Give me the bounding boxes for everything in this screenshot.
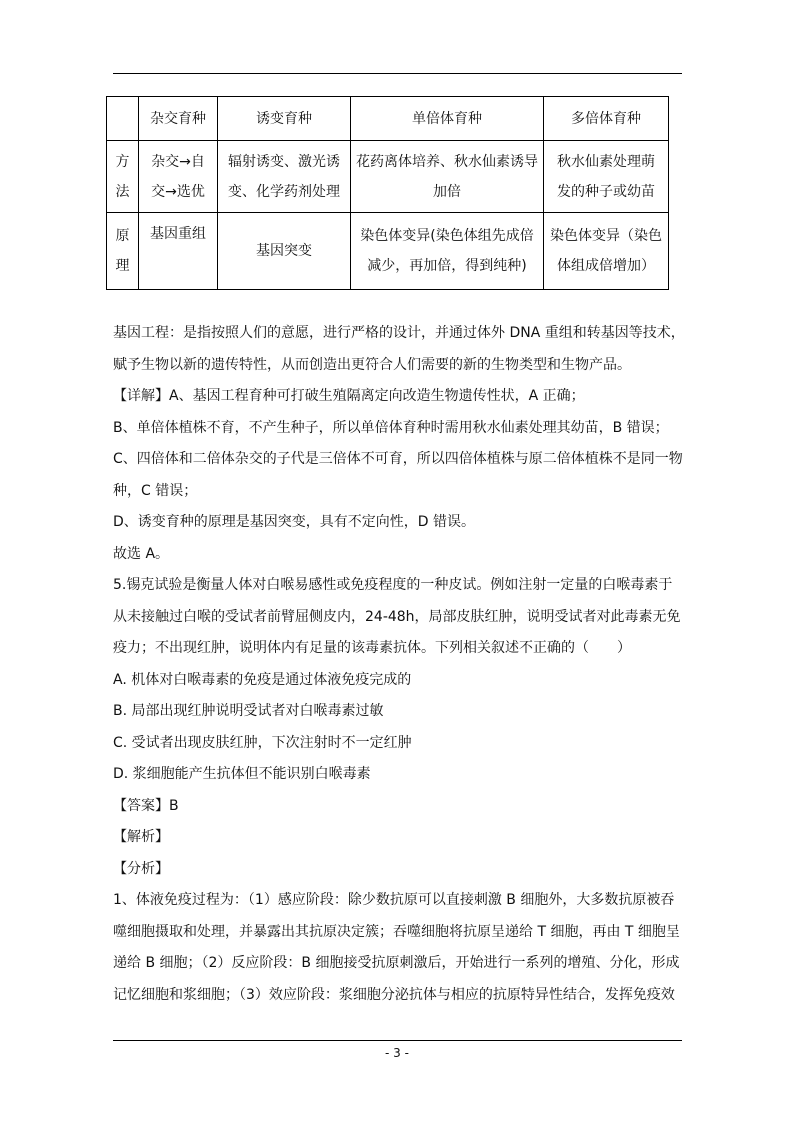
option-b: B. 局部出现红肿说明受试者对白喉毒素过敏 [113, 703, 384, 719]
text-line: 种，C 错误； [113, 482, 198, 499]
text-line: 1、体液免疫过程为：（1）感应阶段：除少数抗原可以直接刺激 B 细胞外，大多数抗原被吞 [113, 892, 675, 908]
table-cell: 染色体变异（染色 体组成倍增加） [544, 213, 669, 290]
table-cell: 秋水仙素处理萌 发的种子或幼苗 [544, 141, 669, 213]
text-line: 【详解】A、基因工程育种可打破生殖隔离定向改造生物遗传性状，A 正确； [113, 388, 585, 404]
table-row-method [107, 141, 669, 213]
row-label-principle: 原 理 [107, 213, 139, 290]
table-corner-cell [107, 97, 139, 141]
option-c: C. 受试者出现皮肤红肿，下次注射时不一定红肿 [113, 734, 412, 751]
text-line: 记忆细胞和浆细胞；（3）效应阶段：浆细胞分泌抗体与相应的抗原特异性结合，发挥免疫效 [113, 986, 675, 1003]
breeding-comparison-table [106, 96, 669, 290]
table-cell: 杂交→自 交→选优 [139, 141, 218, 213]
header-mutation-breeding: 诱变育种 [218, 97, 351, 141]
option-d: D. 浆细胞能产生抗体但不能识别白喉毒素 [113, 766, 371, 782]
text-line: 基因工程：是指按照人们的意愿，进行严格的设计，并通过体外 DNA 重组和转基因等技术， [113, 325, 685, 341]
text-line: D、诱变育种的原理是基因突变，具有不定向性，D 错误。 [113, 514, 476, 530]
text-line: B、单倍体植株不育，不产生种子，所以单倍体育种时需用秋水仙素处理其幼苗，B 错误； [113, 419, 669, 436]
option-a: A. 机体对白喉毒素的免疫是通过体液免疫完成的 [113, 671, 412, 688]
answer-line: 【答案】B [113, 797, 179, 814]
question-stem-line: 5.锡克试验是衡量人体对白喉易感性或免疫程度的一种皮试。例如注射一定量的白喉毒素于 [113, 577, 673, 593]
table-header-row [107, 97, 669, 141]
table-cell: 基因重组 [139, 213, 218, 290]
analysis-subheading: 【分析】 [113, 860, 169, 877]
question-stem-line: 从未接触过白喉的受试者前臂屈侧皮内，24-48h，局部皮肤红肿，说明受试者对此毒素无免 [113, 608, 681, 625]
header-cross-breeding: 杂交育种 [139, 97, 218, 141]
header-haploid-breeding: 单倍体育种 [351, 97, 544, 141]
table-cell: 辐射诱变、激光诱 变、化学药剂处理 [218, 141, 351, 213]
table-cell: 基因突变 [218, 213, 351, 290]
question-stem-line: 疫力；不出现红肿，说明体内有足量的该毒素抗体。下列相关叙述不正确的（ ） [113, 640, 631, 656]
table-cell: 染色体变异(染色体组先成倍 减少，再加倍，得到纯种) [351, 213, 544, 290]
analysis-heading: 【解析】 [113, 829, 169, 845]
text-line: 赋予生物以新的遗传特性，从而创造出更符合人们需要的新的生物类型和生物产品。 [113, 356, 631, 373]
page-number: - 3 - [385, 1046, 409, 1060]
text-line: 递给 B 细胞；（2）反应阶段：B 细胞接受抗原刺激后，开始进行一系列的增殖、分化，形成 [113, 955, 680, 971]
text-line: C、四倍体和二倍体杂交的子代是三倍体不可育，所以四倍体植株与原二倍体植株不是同一物 [113, 451, 683, 467]
header-rule [113, 73, 682, 74]
footer-rule [113, 1040, 682, 1041]
text-line: 噬细胞摄取和处理，并暴露出其抗原决定簇；吞噬细胞将抗原呈递给 T 细胞，再由 T 细胞呈 [113, 923, 680, 940]
text-line: 故选 A。 [113, 545, 170, 562]
row-label-method: 方 法 [107, 141, 139, 213]
table-row-principle [107, 213, 669, 290]
body-text [113, 318, 685, 1011]
table-cell: 花药离体培养、秋水仙素诱导 加倍 [351, 141, 544, 213]
header-polyploid-breeding: 多倍体育种 [544, 97, 669, 141]
